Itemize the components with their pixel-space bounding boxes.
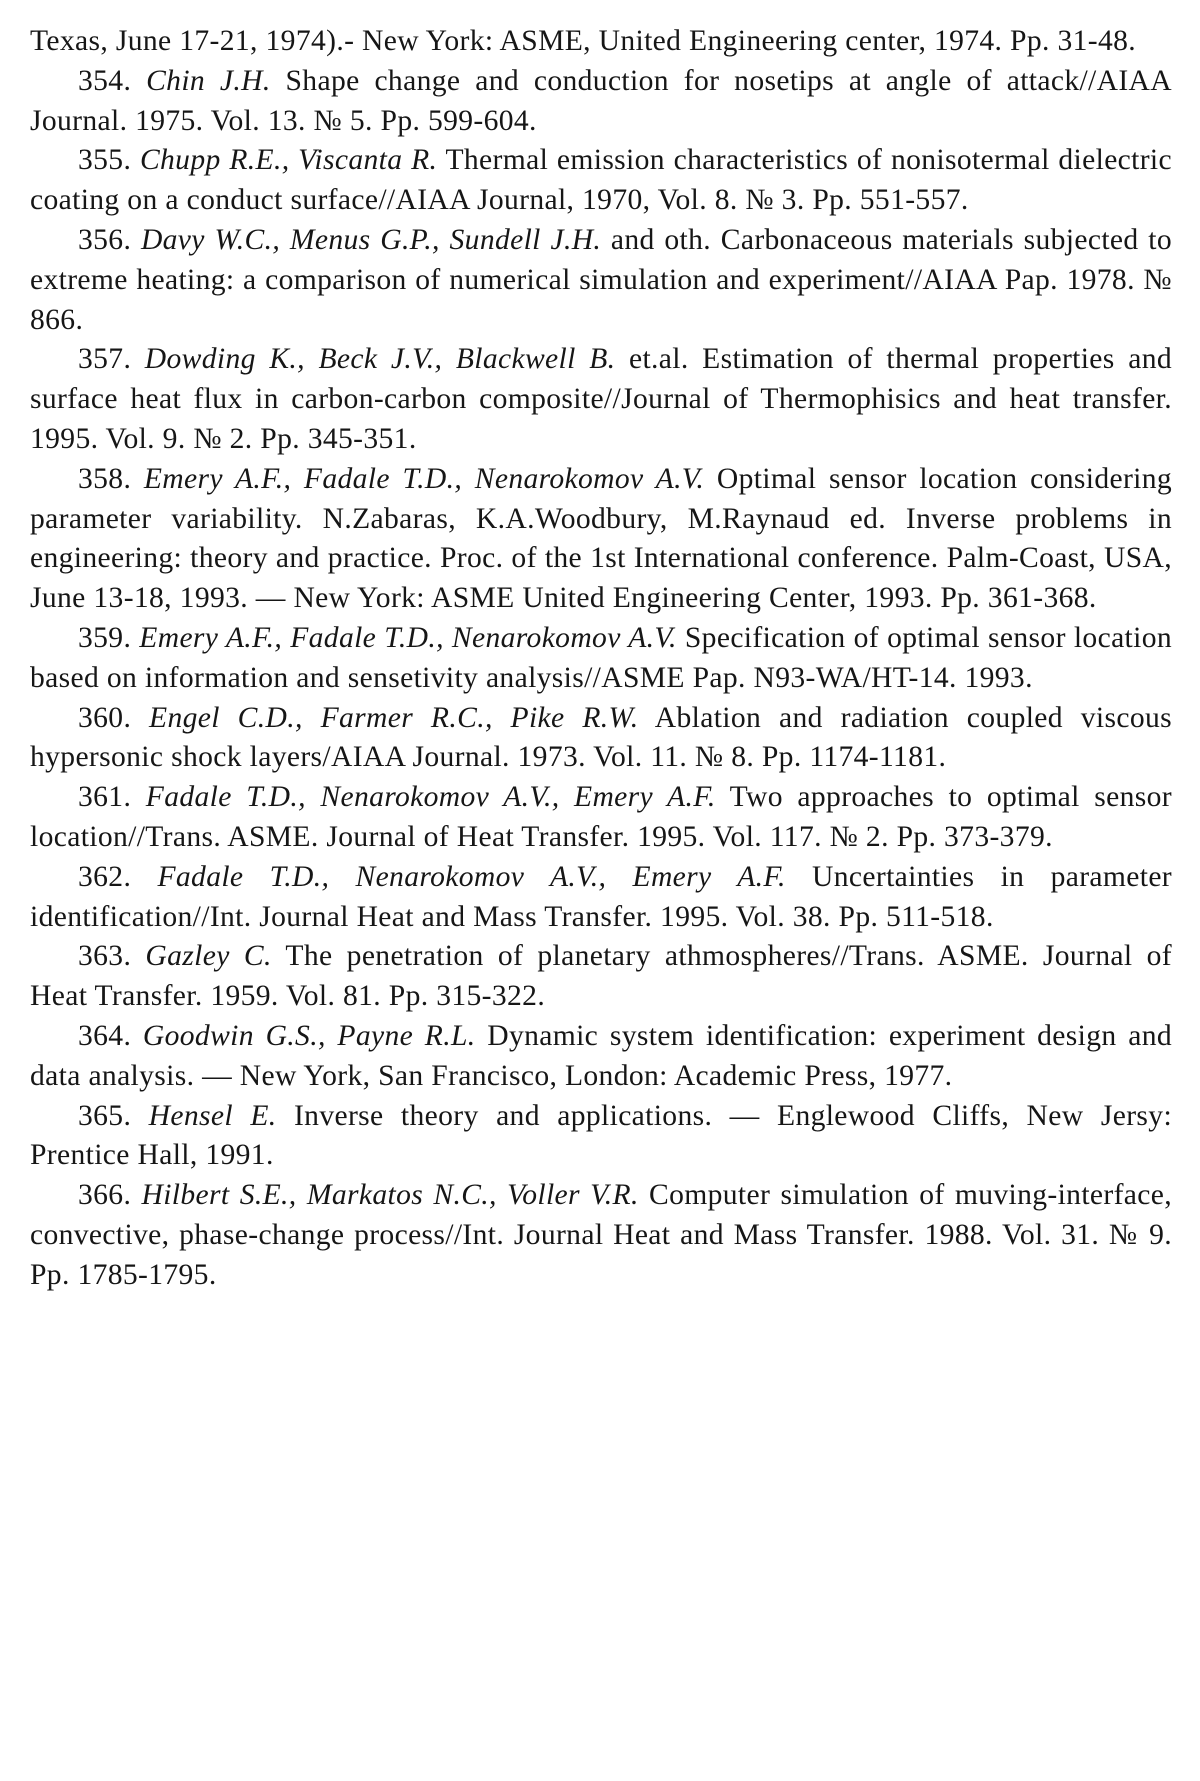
reference-text: Uncertainties in parameter identification//Int. Journal Heat and Mass Transfer. 1995. Vol. 38. Pp. 511-518. (30, 861, 1172, 933)
reference-number: 362. (78, 861, 131, 893)
reference-authors: Engel C.D., Farmer R.C., Pike R.W. (149, 702, 639, 734)
reference-366 (30, 1176, 1172, 1295)
reference-357 (30, 340, 1172, 459)
reference-authors: Gazley C. (145, 940, 271, 972)
reference-text: Optimal sensor location considering parameter variability. N.Zabaras, K.A.Woodbury, M.Raynaud ed. Inverse problems in engineering: theory and practice. Proc. of the 1st International conference. Palm-Coast, USA, June 13-18, 1993. — New York: ASME United Engineering Center, 1993. Pp. 361-368. (30, 463, 1172, 614)
continued-reference-text: Texas, June 17-21, 1974).- New York: ASME, United Engineering center, 1974. Pp. 31-48. (30, 25, 1136, 57)
reference-354 (30, 62, 1172, 142)
reference-text: and oth. Carbonaceous materials subjected to extreme heating: a comparison of numerical simulation and experiment//AIAA Pap. 1978. № 866. (30, 224, 1172, 336)
reference-355 (30, 141, 1172, 221)
reference-365 (30, 1097, 1172, 1177)
reference-number: 360. (78, 702, 131, 734)
reference-number: 357. (78, 343, 131, 375)
reference-authors: Dowding K., Beck J.V., Blackwell B. (145, 343, 616, 375)
reference-number: 359. (78, 622, 131, 654)
reference-360 (30, 699, 1172, 779)
reference-text: Computer simulation of muving-interface, convective, phase-change process//Int. Journal Heat and Mass Transfer. 1988. Vol. 31. № 9. Pp. 1785-1795. (30, 1179, 1172, 1291)
reference-number: 364. (78, 1020, 131, 1052)
reference-authors: Hilbert S.E., Markatos N.C., Voller V.R. (142, 1179, 639, 1211)
reference-text: Two approaches to optimal sensor location//Trans. ASME. Journal of Heat Transfer. 1995. Vol. 117. № 2. Pp. 373-379. (30, 781, 1172, 853)
reference-authors: Davy W.C., Menus G.P., Sundell J.H. (141, 224, 601, 256)
reference-text: The penetration of planetary athmospheres//Trans. ASME. Journal of Heat Transfer. 1959. Vol. 81. Pp. 315-322. (30, 940, 1172, 1012)
reference-358 (30, 460, 1172, 619)
reference-number: 366. (78, 1179, 131, 1211)
reference-authors: Emery A.F., Fadale T.D., Nenarokomov A.V. (144, 463, 704, 495)
reference-number: 365. (78, 1100, 131, 1132)
continued-reference (30, 22, 1172, 62)
reference-number: 358. (78, 463, 131, 495)
reference-362 (30, 858, 1172, 938)
reference-text: Ablation and radiation coupled viscous hypersonic shock layers/AIAA Journal. 1973. Vol. 11. № 8. Pp. 1174-1181. (30, 702, 1172, 774)
reference-text: Dynamic system identification: experiment design and data analysis. — New York, San Francisco, London: Academic Press, 1977. (30, 1020, 1172, 1092)
reference-authors: Chupp R.E., Viscanta R. (140, 144, 437, 176)
reference-authors: Goodwin G.S., Payne R.L. (143, 1020, 476, 1052)
reference-text: Specification of optimal sensor location based on information and sensetivity analysis//ASME Pap. N93-WA/HT-14. 1993. (30, 622, 1172, 694)
reference-text: et.al. Estimation of thermal properties and surface heat flux in carbon-carbon composite//Journal of Thermophisics and heat transfer. 1995. Vol. 9. № 2. Pp. 345-351. (30, 343, 1172, 455)
reference-363 (30, 937, 1172, 1017)
reference-number: 354. (78, 65, 131, 97)
reference-number: 361. (78, 781, 131, 813)
reference-authors: Hensel E. (149, 1100, 277, 1132)
reference-authors: Fadale T.D., Nenarokomov A.V., Emery A.F. (157, 861, 785, 893)
reference-364 (30, 1017, 1172, 1097)
reference-text: Shape change and conduction for nosetips at angle of attack//AIAA Journal. 1975. Vol. 13. № 5. Pp. 599-604. (30, 65, 1172, 137)
reference-text: Inverse theory and applications. — Englewood Cliffs, New Jersy: Prentice Hall, 1991. (30, 1100, 1172, 1172)
reference-359 (30, 619, 1172, 699)
reference-authors: Fadale T.D., Nenarokomov A.V., Emery A.F. (146, 781, 716, 813)
reference-number: 355. (78, 144, 131, 176)
reference-text: Thermal emission characteristics of nonisotermal dielectric coating on a conduct surface//AIAA Journal, 1970, Vol. 8. № 3. Pp. 551-557. (30, 144, 1172, 216)
reference-356 (30, 221, 1172, 340)
reference-authors: Chin J.H. (146, 65, 271, 97)
reference-number: 363. (78, 940, 131, 972)
reference-list (30, 22, 1172, 1296)
reference-number: 356. (78, 224, 131, 256)
reference-authors: Emery A.F., Fadale T.D., Nenarokomov A.V. (139, 622, 676, 654)
reference-361 (30, 778, 1172, 858)
